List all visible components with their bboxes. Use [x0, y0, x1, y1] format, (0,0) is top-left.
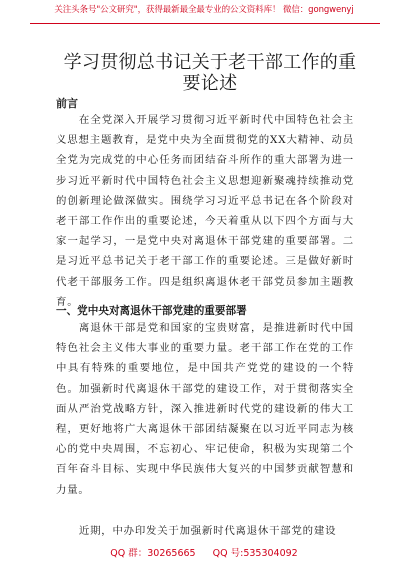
preface-heading: 前言	[56, 97, 78, 110]
footer-qq-number: QQ 号:535304092	[212, 548, 298, 559]
preface-paragraph: 在全党深入开展学习贯彻习近平新时代中国特色社会主义思想主题教育，是党中央为全面贯彻党的XX大精神、动员全党为完成党的中心任务而团结奋斗所作的重大部署为进一步习近平新时代中国特色社会主义思想迎新聚魂持续推动党的创新理论做深做实。围绕学习习近平总书记在各个阶段对老干部工作作出的重要论述，今天着重从以下四个方面与大家一起学习，一是党中央对离退休干部党建的重要部署。二是习近平总书记关于老干部工作的重要论述。三是做好新时代老干部服务工作。四是组织离退休老干部党员参加主题教育。	[56, 114, 354, 308]
section1-paragraph: 离退休干部是党和国家的宝贵财富，是推进新时代中国特色社会主义伟大事业的重要力量。老干部工作在党的工作中具有特殊的重要地位，是中国共产党党的建设的一个特色。加强新时代离退休干部党的建设工作，对于贯彻落实全面从严治党战略方针，深入推进新时代党的建设新的伟大工程，更好地将广大离退休干部团结凝聚在以习近平同志为核心的党中央周围，不忘初心、牢记使命，积极为实现第二个百年奋斗目标、实现中华民族伟大复兴的中国梦贡献智慧和力量。	[56, 322, 354, 496]
document-title: 学习贯彻总书记关于老干部工作的重要论述	[63, 52, 357, 94]
footer	[0, 545, 408, 559]
section1-heading: 一、党中央对离退休干部党建的重要部署	[56, 305, 247, 317]
top-banner: 关注头条号"公文研究"，获得最新最全最专业的公文资料库！ 微信：gongwenyj	[54, 5, 354, 15]
section1-paragraph-continued: 近期，中办印发关于加强新时代离退休干部党的建设	[78, 525, 337, 537]
footer-qq-group: QQ 群：30265665	[110, 548, 196, 559]
header-divider	[30, 23, 380, 24]
